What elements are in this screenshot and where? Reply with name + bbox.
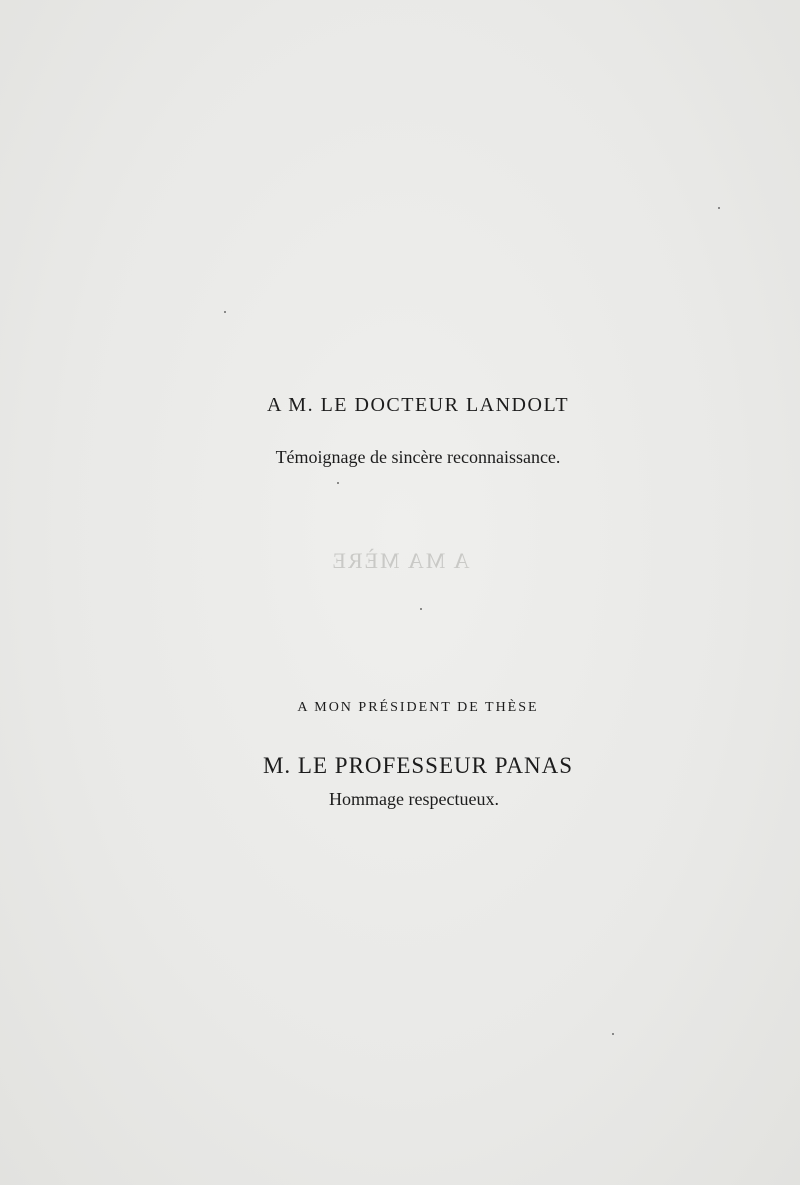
paper-speck: [718, 207, 720, 209]
dedication-landolt-heading: A M. LE DOCTEUR LANDOLT: [266, 394, 570, 416]
dedication-landolt-note: Témoignage de sincère reconnaissance.: [275, 447, 561, 467]
paper-speck: [337, 482, 339, 484]
paper-speck: [612, 1033, 614, 1035]
dedication-president-note: Hommage respectueux.: [329, 789, 499, 809]
dedication-president-heading: A MON PRÉSIDENT DE THÈSE: [297, 700, 539, 715]
paper-speck: [420, 608, 422, 610]
paper-speck: [224, 311, 226, 313]
bleed-through-text: A MA MÈRE: [330, 548, 470, 573]
dedication-president-name: M. LE PROFESSEUR PANAS: [262, 753, 574, 778]
